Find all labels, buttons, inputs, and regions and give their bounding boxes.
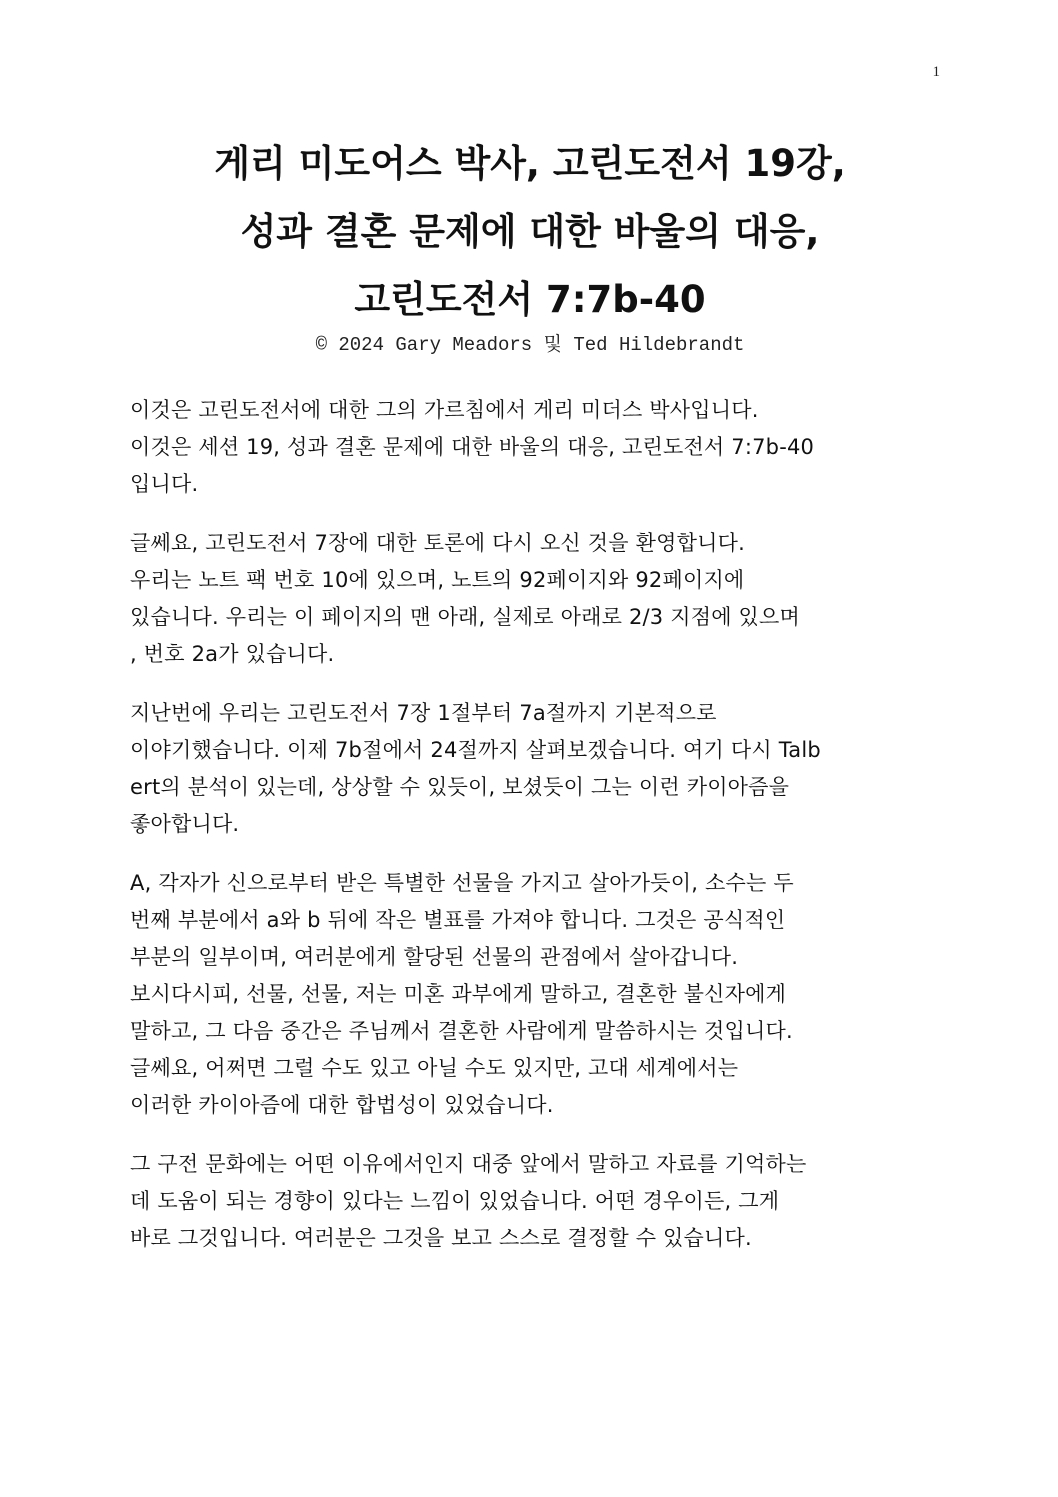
text-line: 지난번에 우리는 고린도전서 7장 1절부터 7a절까지 기본적으로 (130, 701, 717, 725)
title-line: 게리 미도어스 박사, 고린도전서 19강, (214, 142, 846, 185)
paragraph (130, 695, 930, 843)
text-line: 데 도움이 되는 경향이 있다는 느낌이 있었습니다. 어떤 경우이든, 그게 (130, 1189, 780, 1213)
text-line: 좋아합니다. (130, 812, 240, 836)
paragraph (130, 525, 930, 673)
text-line: 우리는 노트 팩 번호 10에 있으며, 노트의 92페이지와 92페이지에 (130, 568, 745, 592)
text-line: 바로 그것입니다. 여러분은 그것을 보고 스스로 결정할 수 있습니다. (130, 1226, 752, 1250)
title-line: 성과 결혼 문제에 대한 바울의 대응, (240, 210, 820, 253)
text-line: 부분의 일부이며, 여러분에게 할당된 선물의 관점에서 살아갑니다. (130, 945, 739, 969)
body-text (130, 392, 930, 1279)
text-line: 그 구전 문화에는 어떤 이유에서인지 대중 앞에서 말하고 자료를 기억하는 (130, 1152, 807, 1176)
text-line: 글쎄요, 어쩌면 그럴 수도 있고 아닐 수도 있지만, 고대 세계에서는 (130, 1056, 739, 1080)
title-line: 고린도전서 7:7b-40 (354, 278, 706, 321)
text-line: 입니다. (130, 472, 199, 496)
text-line: 말하고, 그 다음 중간은 주님께서 결혼한 사람에게 말씀하시는 것입니다. (130, 1019, 793, 1043)
text-line: 번째 부분에서 a와 b 뒤에 작은 별표를 가져야 합니다. 그것은 공식적인 (130, 908, 786, 932)
text-line: , 번호 2a가 있습니다. (130, 642, 335, 666)
text-line: ert의 분석이 있는데, 상상할 수 있듯이, 보셨듯이 그는 이런 카이아즘을 (130, 775, 790, 799)
copyright-notice: © 2024 Gary Meadors 및 Ted Hildebrandt (315, 334, 745, 356)
text-line: 글쎄요, 고린도전서 7장에 대한 토론에 다시 오신 것을 환영합니다. (130, 531, 745, 555)
paragraph (130, 865, 930, 1124)
page-number: 1 (932, 64, 940, 80)
text-line: 있습니다. 우리는 이 페이지의 맨 아래, 실제로 아래로 2/3 지점에 있으며 (130, 605, 801, 629)
text-line: A, 각자가 신으로부터 받은 특별한 선물을 가지고 살아가듯이, 소수는 두 (130, 871, 794, 895)
text-line: 이것은 고린도전서에 대한 그의 가르침에서 게리 미더스 박사입니다. (130, 398, 759, 422)
text-line: 이야기했습니다. 이제 7b절에서 24절까지 살펴보겠습니다. 여기 다시 Talb (130, 738, 821, 762)
text-line: 이것은 세션 19, 성과 결혼 문제에 대한 바울의 대응, 고린도전서 7:7b-40 (130, 435, 815, 459)
text-line: 이러한 카이아즘에 대한 합법성이 있었습니다. (130, 1093, 554, 1117)
paragraph (130, 392, 930, 503)
paragraph (130, 1146, 930, 1257)
document-title (90, 130, 970, 334)
text-line: 보시다시피, 선물, 선물, 저는 미혼 과부에게 말하고, 결혼한 불신자에게 (130, 982, 787, 1006)
